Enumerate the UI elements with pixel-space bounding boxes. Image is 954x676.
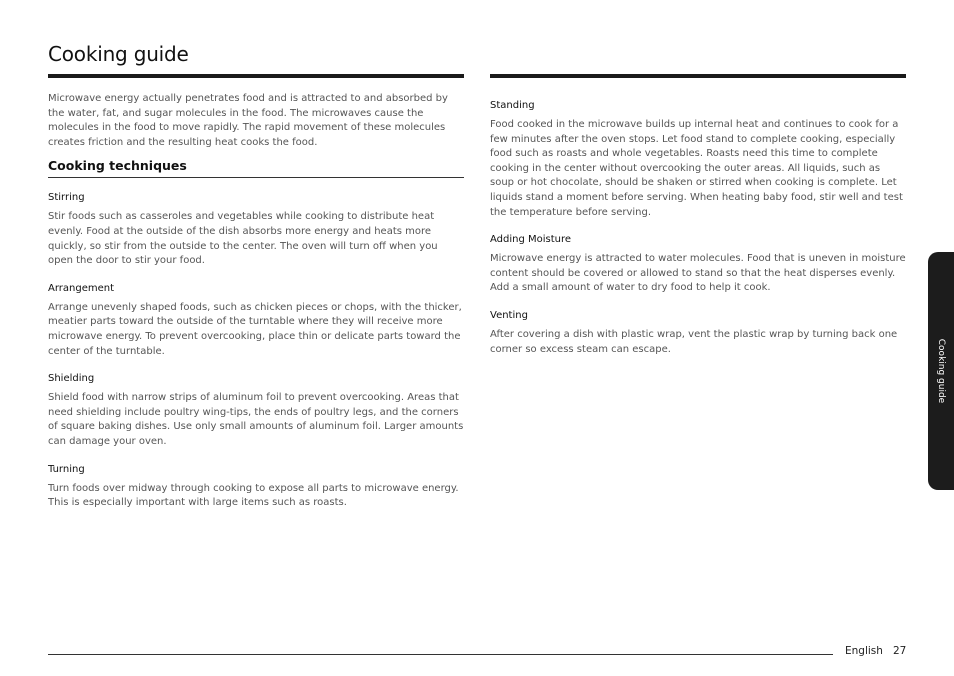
- right-column: [490, 98, 906, 369]
- technique-standing: [490, 98, 906, 220]
- technique-shielding: [48, 371, 464, 449]
- intro-paragraph: Microwave energy actually penetrates food and is attracted to and absorbed by the water, fat, and sugar molecules in the food. The microwaves cause the molecules in the food to move rapidly. The rapid movement of these molecules creates friction and the resulting heat cooks the food.: [48, 93, 448, 148]
- section-heading: Cooking techniques: [48, 158, 464, 178]
- technique-text: Shield food with narrow strips of aluminum foil to prevent overcooking. Areas that need shielding include poultry wing-tips, the ends of poultry legs, and the corners of square baking dishes. Use only small amounts of aluminum foil. Larger amounts can damage your oven.: [48, 392, 464, 447]
- technique-venting: [490, 308, 906, 357]
- technique-text: Arrange unevenly shaped foods, such as chicken pieces or chops, with the thicker, meatier parts toward the outside of the turntable where they will receive more microwave energy. To prevent overcooking, place thin or delicate parts toward the center of the turntable.: [48, 301, 462, 357]
- technique-title: Venting: [490, 309, 528, 321]
- technique-text: Stir foods such as casseroles and vegetables while cooking to distribute heat evenly. Food at the outside of the dish absorbs more energy and heats more quickly, so stir from the outside to the center. The oven will turn off when you open the door to stir your food.: [48, 211, 438, 267]
- chapter-side-tab[interactable]: [928, 252, 954, 490]
- title-rule-left: [48, 74, 464, 78]
- technique-stirring: [48, 190, 464, 268]
- technique-adding-moisture: [490, 232, 906, 296]
- technique-title: Shielding: [48, 373, 95, 385]
- footer-rule: [48, 654, 833, 655]
- technique-arrangement: [48, 281, 464, 359]
- page-number: 27: [893, 645, 907, 657]
- technique-title: Standing: [490, 100, 535, 111]
- technique-text: Turn foods over midway through cooking to expose all parts to microwave energy. This is especially important with large items such as roasts.: [48, 482, 459, 509]
- page-title: Cooking guide: [48, 42, 189, 66]
- left-column: [48, 92, 464, 523]
- technique-text: After covering a dish with plastic wrap, vent the plastic wrap by turning back one corner so excess steam can escape.: [490, 328, 898, 355]
- side-tab-label: Cooking guide: [936, 338, 946, 404]
- title-rule-right: [490, 74, 906, 78]
- technique-title: Adding Moisture: [490, 234, 572, 246]
- technique-text: Food cooked in the microwave builds up internal heat and continues to cook for a few minutes after the oven stops. Let food stand to complete cooking, especially food such as roasts and whole vegetables. Roasts need this time to complete cooking in the center without overcooking the outer areas. All liquids, such as soup or hot chocolate, should be shaken or stirred when cooking is complete. Let liquids stand a moment before serving. When heating baby food, stir well and test the temperature before serving.: [490, 119, 903, 218]
- technique-text: Microwave energy is attracted to water molecules. Food that is uneven in moisture content should be covered or allowed to stand so that the heat disperses evenly. Add a small amount of water to dry food to help it cook.: [490, 253, 906, 294]
- technique-title: Arrangement: [48, 282, 115, 294]
- technique-title: Turning: [48, 463, 85, 475]
- footer-language: English: [845, 645, 883, 657]
- technique-title: Stirring: [48, 192, 85, 204]
- technique-turning: [48, 462, 464, 511]
